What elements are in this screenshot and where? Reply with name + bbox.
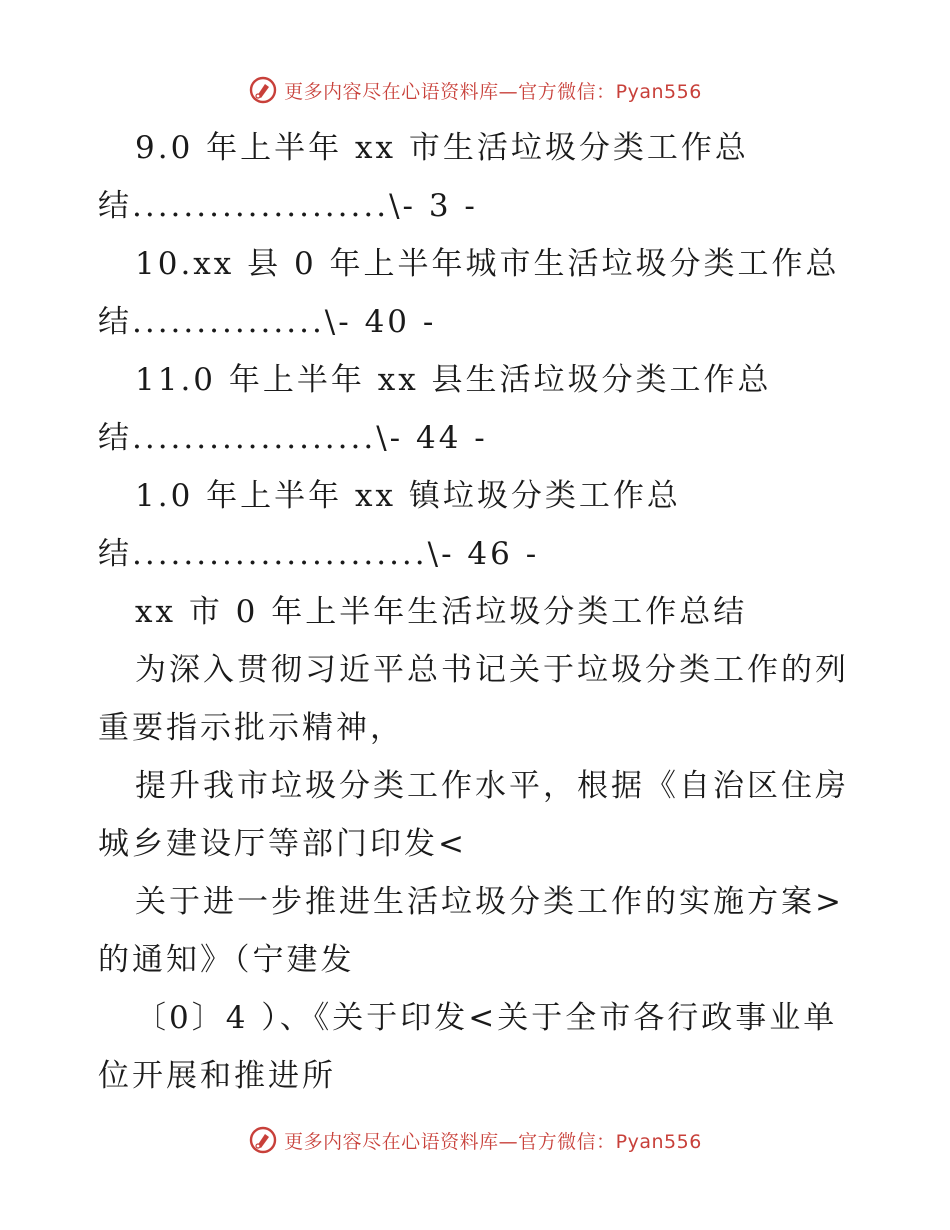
- paragraph-line: 的通知》（宁建发: [98, 942, 355, 978]
- toc-entry-title: 10.xx 县 0 年上半年城市生活垃圾分类工作总: [135, 246, 840, 282]
- paragraph-line: 位开展和推进所: [98, 1058, 336, 1094]
- header-banner: [0, 70, 950, 110]
- pen-nib-circle-icon: [248, 75, 278, 105]
- toc-entry-leader: 结.......................\- 46 -: [98, 536, 540, 572]
- paragraph-line: 为深入贯彻习近平总书记关于垃圾分类工作的列: [135, 652, 849, 688]
- banner-text: 更多内容尽在心语资料库—官方微信：Pyan556: [284, 80, 702, 103]
- toc-entry-title: 11.0 年上半年 xx 县生活垃圾分类工作总: [135, 362, 772, 398]
- toc-entry-leader: 结....................\- 3 -: [98, 188, 478, 224]
- paragraph-line: 重要指示批示精神，: [98, 710, 404, 746]
- toc-entry-title: 1.0 年上半年 xx 镇垃圾分类工作总: [135, 478, 681, 514]
- paragraph-line: 提升我市垃圾分类工作水平，根据《自治区住房: [135, 768, 849, 804]
- section-heading: xx 市 0 年上半年生活垃圾分类工作总结: [135, 594, 748, 630]
- paragraph-line: 关于进一步推进生活垃圾分类工作的实施方案>: [135, 884, 844, 920]
- paragraph-line: 〔0〕4 ）、《关于印发<关于全市各行政事业单: [135, 1000, 838, 1036]
- toc-entry-title: 9.0 年上半年 xx 市生活垃圾分类工作总: [135, 130, 749, 166]
- paragraph-line: 城乡建设厅等部门印发<: [98, 826, 467, 862]
- footer-banner: [0, 1120, 950, 1160]
- pen-nib-circle-icon: [248, 1125, 278, 1155]
- banner-text: 更多内容尽在心语资料库—官方微信：Pyan556: [284, 1130, 702, 1153]
- toc-entry-leader: 结...............\- 40 -: [98, 304, 437, 340]
- toc-entry-leader: 结...................\- 44 -: [98, 420, 488, 456]
